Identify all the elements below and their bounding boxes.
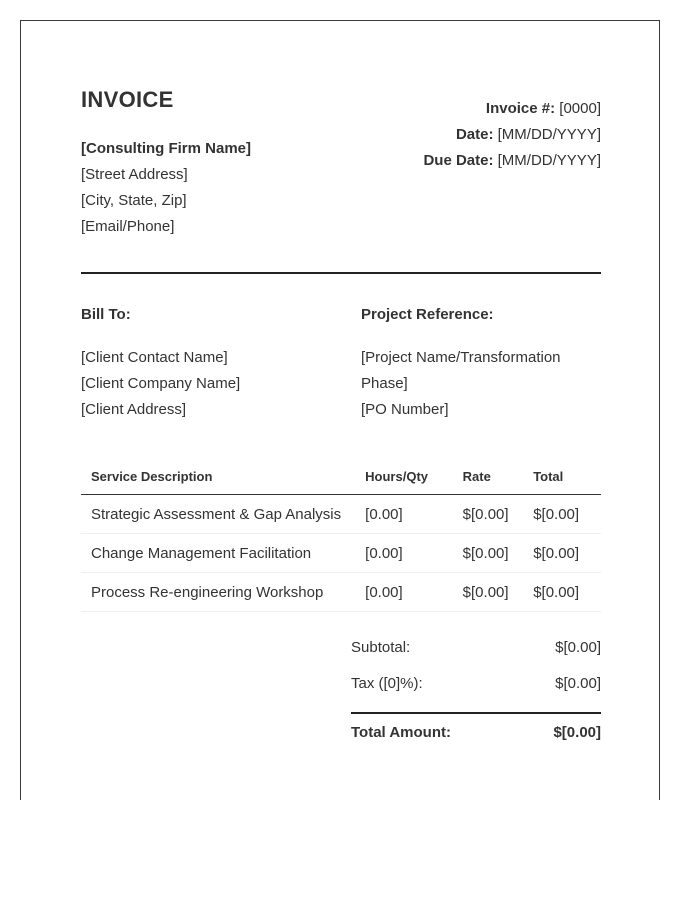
invoice-header — [81, 81, 601, 274]
invoice-due-row — [423, 148, 601, 174]
firm-contact: [Email/Phone] — [81, 218, 175, 235]
service-description: Process Re-engineering Workshop — [81, 573, 355, 612]
rate: $[0.00] — [453, 534, 524, 573]
tax-label: Tax ([0]%): — [351, 675, 423, 692]
line-total: $[0.00] — [523, 573, 601, 612]
bill-to-block — [81, 304, 361, 423]
total-amount-value: $[0.00] — [553, 724, 601, 741]
total-amount-label: Total Amount: — [351, 724, 451, 741]
client-contact: [Client Contact Name] — [81, 349, 228, 366]
invoice-due-value: [MM/DD/YYYY] — [497, 152, 601, 169]
col-service-description: Service Description — [81, 467, 355, 495]
table-row — [81, 534, 601, 573]
billing-section — [81, 304, 601, 423]
table-header-row — [81, 467, 601, 495]
hours-qty: [0.00] — [355, 495, 453, 534]
invoice-number-value: [0000] — [559, 100, 601, 117]
invoice-date-row — [423, 122, 601, 148]
invoice-content — [81, 81, 601, 752]
total-amount-row — [351, 712, 601, 752]
invoice-date-value: [MM/DD/YYYY] — [497, 126, 601, 143]
table-row — [81, 495, 601, 534]
subtotal-value: $[0.00] — [555, 639, 601, 656]
project-name-line1: [Project Name/Transformation — [361, 349, 561, 366]
line-total: $[0.00] — [523, 495, 601, 534]
project-reference-heading: Project Reference: — [361, 306, 494, 323]
invoice-due-label: Due Date: — [423, 152, 494, 169]
totals-block — [351, 630, 601, 752]
invoice-number-row — [423, 96, 601, 122]
col-hours-qty: Hours/Qty — [355, 467, 453, 495]
table-row — [81, 573, 601, 612]
invoice-page — [20, 20, 660, 800]
firm-name: [Consulting Firm Name] — [81, 140, 252, 157]
project-reference-block — [361, 304, 601, 423]
services-table — [81, 467, 601, 612]
invoice-title: INVOICE — [81, 87, 174, 112]
service-description: Change Management Facilitation — [81, 534, 355, 573]
service-description: Strategic Assessment & Gap Analysis — [81, 495, 355, 534]
subtotal-label: Subtotal: — [351, 639, 411, 656]
po-number: [PO Number] — [361, 401, 449, 418]
rate: $[0.00] — [453, 573, 524, 612]
col-rate: Rate — [453, 467, 524, 495]
hours-qty: [0.00] — [355, 573, 453, 612]
invoice-date-label: Date: — [455, 126, 494, 143]
firm-city: [City, State, Zip] — [81, 192, 187, 209]
client-address: [Client Address] — [81, 401, 187, 418]
firm-street: [Street Address] — [81, 166, 188, 183]
subtotal-row — [351, 630, 601, 666]
rate: $[0.00] — [453, 495, 524, 534]
invoice-meta — [423, 96, 601, 174]
invoice-number-label: Invoice #: — [485, 100, 556, 117]
client-company: [Client Company Name] — [81, 375, 241, 392]
firm-block — [81, 81, 251, 240]
tax-row — [351, 666, 601, 702]
tax-value: $[0.00] — [555, 675, 601, 692]
col-total: Total — [523, 467, 601, 495]
project-name-line2: Phase] — [361, 375, 408, 392]
line-total: $[0.00] — [523, 534, 601, 573]
bill-to-heading: Bill To: — [81, 306, 131, 323]
hours-qty: [0.00] — [355, 534, 453, 573]
